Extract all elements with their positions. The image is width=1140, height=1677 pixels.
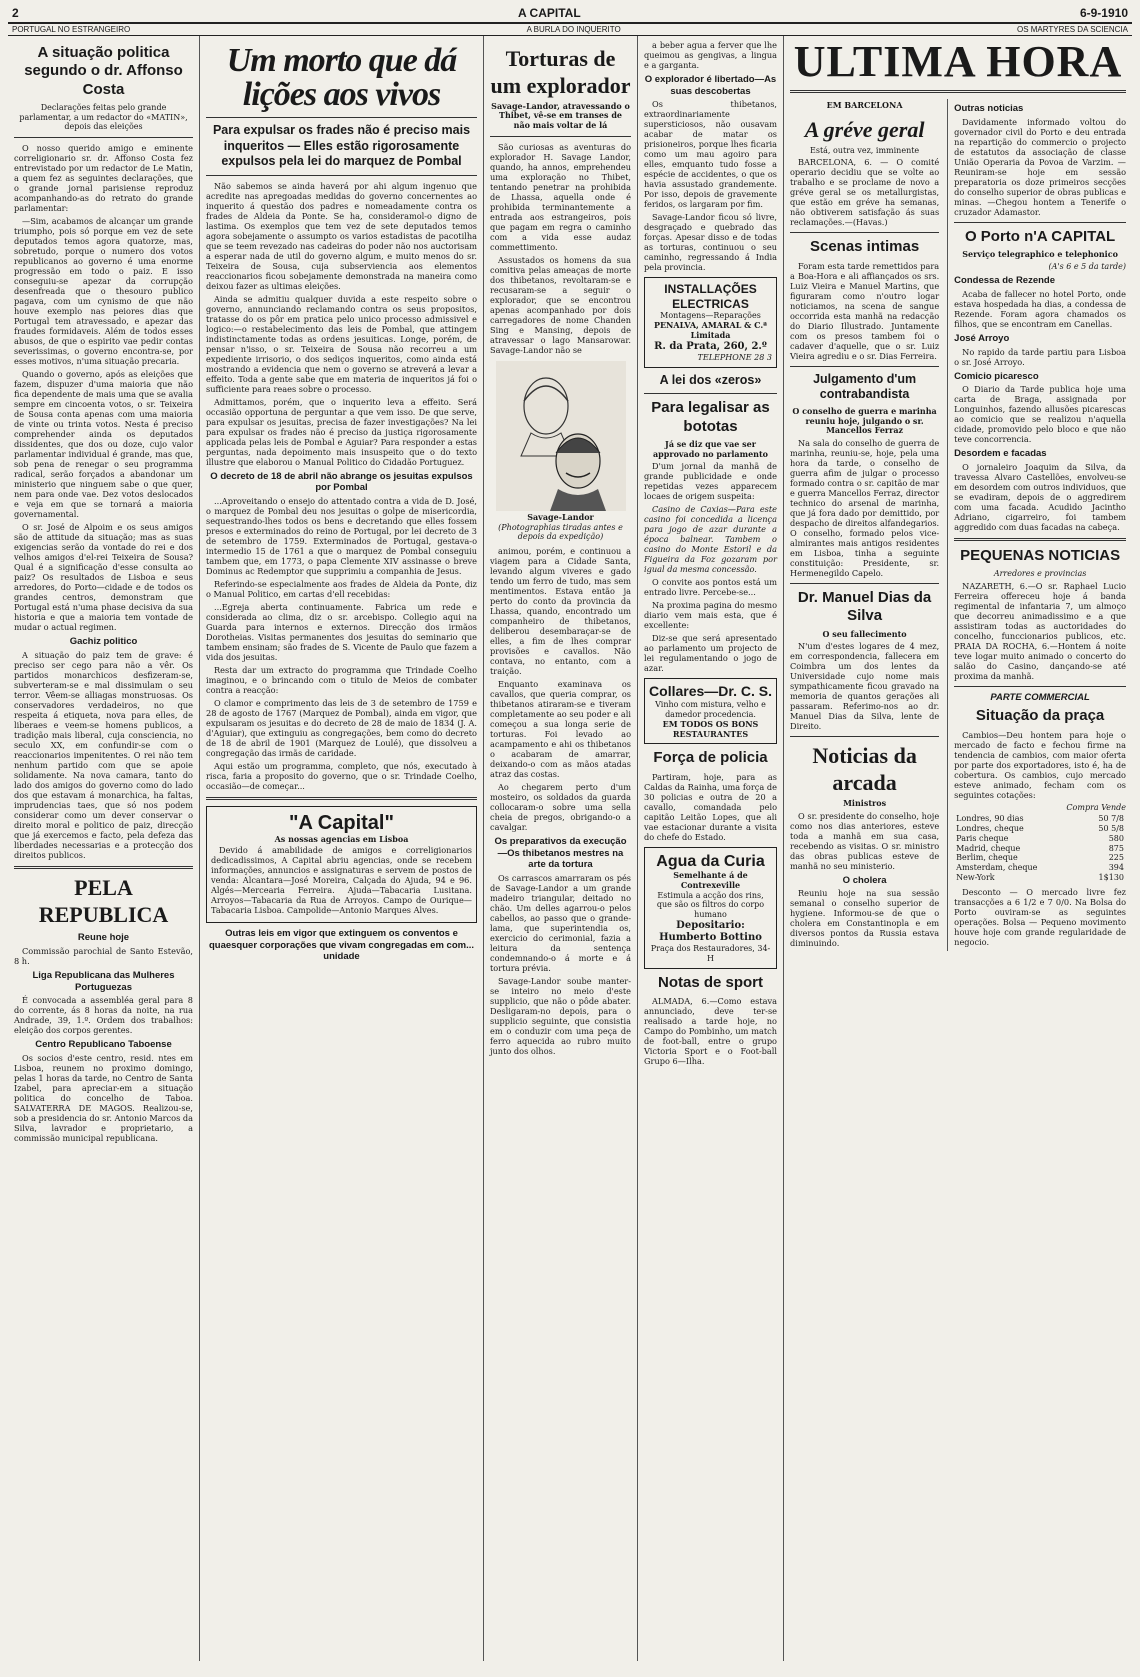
item-title: Comicio picaresco [954, 370, 1039, 382]
section-subtitle: Já se diz que vae ser approvado no parlamento [652, 438, 769, 459]
paragraph: Os carrascos amarraram os pés de Savage-Landor a um grande madeiro triangular, deitado no chão. Um delles agarrou-o pelos cabellos, ao passo que o grande-lama, que superintendia os, exercicio do cerimonial, fazia a leitura da sentença condemnando-o á morte e á tortura prévia. [490, 872, 631, 973]
paragraph: Savage-Landor soube manter-se inteiro no meio d'este supplicio, que não o pôde abater. Desligaram-no depois, para o supplicio seguinte, que consistia em o conduzir com uma peça de ferro aquecida ao rubro muito junto dos olhos. [490, 975, 631, 1056]
article-subtitle: Declarações feitas pelo grande parlamentar, a um redactor do «MATIN», depois das eleições [19, 102, 188, 132]
ad-agua-curia [644, 847, 777, 969]
dateline: EM BARCELONA [826, 100, 903, 110]
paragraph: —Sim, acabamos de alcançar um grande triumpho, pois só porque em vez de sete deputados temos agora quatorze, mas, sobretudo, porque o numero dos votos republicanos ao governo é uma enorme progressão em todo o paiz. E isso conseguiu-se apezar da corrupção desenfreada que o thesouro publico pagava, com um cynismo de que não houve exemplo nas peiores dias que Portugal tem atravessado, e apezar das fraudes formidaveis. Além de todos esses abusos, de que o espirito vae pedir contas severissimas, o governo encontra-se, por esses motivos, n'uma situação precaria. [14, 216, 193, 367]
section-header-2: A BURLA DO INQUERITO [526, 25, 621, 34]
ad-line: Depositario: Humberto Bottino [659, 919, 762, 944]
section-title: PELA REPUBLICA [38, 874, 169, 927]
item-body: No rapido da tarde partiu para Lisboa o sr. José Arroyo. [954, 346, 1126, 367]
column-5a [790, 99, 939, 951]
paragraph: Na sala do conselho de guerra de marinha, reuniu-se, hoje, pela uma hora da tarde, o conselho de guerra afim de julgar o processo formado contra o sr. capitão de mar e guerra Mancellos Ferraz, director technico do arsenal de marinha, que já fora dado por demittido, por despacho de direitos alfandegarios. O conselho, formado pelos vice-almirantes mais antigos residentes em Lisboa, tinha a seguinte constituição: Presidente, sr. Hermenegildo Capelo. [790, 438, 940, 579]
paragraph: O sr. José de Alpoim e os seus amigos são de attitude da situação; mas as suas exigencias serão da vontade do rei e dos velhos amigos d'el-rei Teixeira de Sousa? Qual é a significação d'esse consulta ao paiz? Os resultados de Lisboa e seus arredores, do Porto—cidade e de todos os grandes centros, demonstram que Portugal está n'uma phase decisiva da sua historia e que a maioria tem vontade de mudar o actual regimen. [14, 522, 193, 633]
paragraph: ...Aproveitando o ensejo do attentado contra a vida de D. José, o marquez de Pombal deu nos jesuitas o golpe de misericordia, sequestrando-lhes todos os bens e decretando que elles fossem presos e exterminados do reino de Portugal, por lei decreto de 3 de setembro de 1759. Exterminados de Portugal, gestava-o intermedio 15 de 1761 a que o marquez de Pombal conseguiu tambem que, em 1773, o papa Clemente XIV assinasse o breve Dominus ac Redemptor que supprimiu a companhia de Jesus. [206, 496, 477, 577]
paragraph: Enquanto examinava os cavallos, que queria comprar, os thibetanos atiraram-se e tiveram completamente ao seu poder e ali começou a sua longa serie de torturas. Foi levado ao acampamento e ahi os thibetanos o acabaram de amarrar, deixando-o com as mãos atadas atraz das costas. [490, 679, 631, 780]
ad-phone: TELEPHONE 28 3 [697, 352, 772, 362]
article-subtitle: Para expulsar os frades não é preciso mais inqueritos — Elles estão rigorosamente expulsos pela lei do marquez de Pombal [212, 123, 471, 169]
paragraph: Quando o governo, após as eleições que fazem, dispuzer d'uma maioria que não fica dependente de mais uma que se avalia sempre em cincoenta votos, o sr. Teixeira de Sousa conta apenas com uma maioria de vinte ou trinta votos. Nesta é preciso comprehender ainda os deputados dissidentes, que dos ou doze, cujo valor parlamentar individual é grande, mas que, sob pena de renegar o seu programma radical, serão forçados a abandonar um ministerio que ninguem sabe o que quer, nem para onde vae. Dez votos deslocados e veja em que se tornará a maioria governamental. [14, 369, 193, 520]
column-4 [638, 36, 784, 1661]
ad-line: Montagens—Reparações [660, 311, 761, 321]
box-subtitle: As nossas agencias em Lisboa [274, 834, 409, 845]
exchange-table [954, 814, 1126, 882]
page-number: 2 [12, 6, 19, 20]
ad-line: Semelhante á de Contrexeville [673, 870, 748, 890]
paragraph: O convite aos pontos está um entrado livre. Percebe-se... [644, 577, 777, 598]
list-item: Liga Republicana das Mulheres Portuguezas [32, 969, 175, 993]
column-6 [947, 99, 1126, 951]
paragraph: Referindo-se especialmente aos frades de Aldeia da Ponte, diz o Manual Politico, em cartas d'ell recebidas: [206, 579, 477, 600]
table-row: Berlim, cheque 225 [956, 853, 1124, 863]
article-title: Torturas de um explorador [490, 46, 631, 98]
subheading: Os preparativos da execução—Os thibetanos mestres na arte da tortura [494, 836, 627, 871]
box-title: "A Capital" [289, 812, 394, 835]
columns [8, 36, 1132, 1661]
column-1 [8, 36, 200, 1661]
paragraph: Os thibetanos, extraordinariamente supersticiosos, não ousavam acabar de matar os prisioneiros, porque lhes ficaria como um mau agoiro para elles, emquanto tudo fosse a espécie de accidentes, o que os havia assustado grandemente. Por isso, depois de gravemente feridos, os largaram por fim. [644, 99, 777, 210]
box-body: Devido á amabilidade de amigos e correligionarios dedicadissimos, A Capital abriu agencias, onde se recebem informações, annuncios e assignaturas e servem de postos de venda: Alcantara—José Moreira, Calçada do Ajuda, 94 e 96. Algés—Mercearia Ferreira. Ajuda—Tabacaria Lusitana. Arroyos—Tabacaria da Rua de Arroyos. Campo de Ourique—Tabacaria Lisboa. Campolide—Antonio Marques Alves. [211, 845, 472, 916]
subheading: O explorador é libertado—As suas descobertas [644, 74, 777, 97]
ad-collares [644, 678, 777, 744]
table-row: Londres, 90 dias 50 7/8 [956, 814, 1124, 824]
section-subtitle: Serviço telegraphico e telephonico [962, 248, 1118, 259]
portrait-note: (Photographias tiradas antes e depois da expedição) [498, 522, 623, 542]
article-subtitle: Está, outra vez, imminente [810, 145, 920, 155]
section-header-1: PORTUGAL NO ESTRANGEIRO [12, 25, 131, 34]
paper-name: A CAPITAL [517, 6, 581, 20]
paragraph: Ainda se admitiu qualquer duvida a este respeito sobre o governo, annunciando reclamando contra os seus propositos, tratasse do os pôr em pratica pelo unico processo admissivel e logico:—o restabelecimento das leis de Pombal, que attingem indistinctamente todas as ordens jesuiticas. Longe, porém, de pensar n'isso, o sr. Teixeira de Sousa não recorreu a um expediente irrisorio, o dos sediços inqueritos, como ainda está mostrando a evidencia que nem o governo se atreverá a levar a effeito. Toda a gente sabe que em materia de inqueritos já foi o sufficiente para reaes sobre o processo. [206, 293, 477, 394]
section-subtitle: Arredores e provincias [993, 568, 1087, 578]
subheading: Outras leis em vigor que extinguem os conventos e quaesquer corporações que vivam congregadas em com... unidade [208, 928, 475, 963]
ad-title: Collares—Dr. C. S. [649, 683, 772, 700]
ultima-hora-title: ULTIMA HORA [793, 37, 1123, 86]
table-row: Londres, cheque 50 5/8 [956, 824, 1124, 834]
paragraph: Casino de Caxias—Para este casino foi concedida a licença para jogo de azar durante a época balnear. Tambem o casino do Monte Estoril e da Figueira da Foz gozaram por igual da mesma concessão. [644, 504, 777, 575]
section-title: A lei dos «zeros» [659, 372, 762, 387]
paragraph: ...Egreja aberta continuamente. Fabrica um rede e considerada ao clima, diz o sr. arcebispo. Collegio aqui na Guarda para internos e externos. Direcção dos irmãos Dorotheias. Visitas permanentes dos jesuitas do seminario que tambem ensinam; são frades de S. Vicente de Paulo que fazem a vida dos jesuitas. [206, 602, 477, 663]
section-title: PARTE COMMERCIAL [990, 691, 1090, 703]
item-body: Acaba de fallecer no hotel Porto, onde estava hospedada ha dias, a condessa de Rezende. Foram agora chamados os filhos, que se encontram em Canellas. [954, 288, 1126, 329]
paragraph: NAZARETH, 6.—O sr. Raphael Lucio Ferreira offereceu hoje á banda regimental de infantaria 7, um almoço que decorreu animadissimo e a que assistiram todas as auctoridades do concelho, funccionarios publicos, etc. PRAIA DA ROCHA, 6.—Hontem á noite teve logar muito animado o concerto do salão do Casino, dançando-se até proxima da manhã. [954, 580, 1126, 681]
paragraph: Ao chegarem perto d'um mosteiro, os soldados da guarda collocaram-o sobre uma sella cheia de pregos, obrigando-o a cavalgar. [490, 782, 631, 833]
section-header-3: OS MARTYRES DA SCIENCIA [1016, 25, 1128, 34]
paragraph: A situação do paiz tem de grave: é preciso ser cego para não a vêr. Os partidos monarchicos desfizeram-se, subverteram-se e mal dissimulam o seu terror. Vêem-se alliagas monstruosas. Os conservadores verdadeiros, no que respeita á etiqueta, nova para elles, de liberaes e veem-se homens publicos, a tradição mais liberal, cuja consciencia, no seculo XX, em confundir-se com o reaccionarios impenitentes. O rei não tem nenhum partido com que se apoie solidamente. Na nova camara, tanto do lado dos amigos do governo como do lado dos que estavam á monarchica, ha faltas, imprudencias taes, que só nos podem considerar como um dever conservar o direito moral e politico de paiz, direcção que já exercemos e facto, pela defeza das liberdades necessarias e a protecção dos direitos publicos. [14, 649, 193, 860]
paragraph: Reuniu hoje na sua sessão semanal o conselho superior de hygiene. Informou-se de que o cholera em Constantinopla e em diversos pontos da Russia estava diminuindo. [790, 888, 940, 949]
ad-line: Estimula a acção dos rins, que são os filtros do corpo humano [656, 890, 765, 920]
ad-title: INSTALLAÇÕES ELECTRICAS [664, 282, 757, 311]
portrait-illustration [496, 361, 626, 511]
paragraph: Resta dar um extracto do programma que Trindade Coelho imaginou, e o brincando com o titulo de Meios de combater contra a reacção: [206, 665, 477, 696]
item-title: Condessa de Rezende [954, 275, 1056, 287]
article-title: Dr. Manuel Dias da Silva [797, 589, 932, 625]
paragraph: a beber agua a ferver que lhe queimou as gengivas, a lingua e a garganta. [644, 40, 777, 70]
agencies-box [206, 806, 477, 923]
section-title: Outras noticias [954, 103, 1024, 114]
paragraph: Davidamente informado voltou do governador civil do Porto e deu entrada na repartição do commercio o projecto de estatutos da associação de classe União Operaria da Povoa de Varzim. —Reuniram-se hoje em sessão preparatoria os doze primeiros secções do conselho superior de obras publicas e minas. —Chegou hontem a Tenerife o cruzador Adamastor. [954, 116, 1126, 217]
item-body: O jornaleiro Joaquim da Silva, da travessa Alvaro Castellões, envolveu-se em desordem com outros individuos, que se evadiram, depois de o aggredirem com uma facada. Acudido Jacintho Adriano, cigarreiro, foi tambem aggredido com duas facadas na cabeça. [954, 461, 1126, 532]
ad-line: R. da Prata, 260, 2.º [654, 340, 767, 352]
paragraph: Savage-Landor ficou só livre, desgraçado e quebrado das forças. Apesar disso e de todas as torturas, continuou o seu caminho, regressando á India pela provincia. [644, 212, 777, 273]
ad-title: Agua da Curia [656, 852, 765, 870]
paragraph: Partiram, hoje, para as Caldas da Rainha, uma força de 30 policias e outra de 20 a cavallo, comandada pelo capitão Leitão Lopes, que ali vae estacionar durante a visita do chefe do Estado. [644, 771, 777, 842]
article-subtitle: Savage-Landor, atravessando o Thibet, vê-se em transes de não mais voltar de lá [491, 100, 630, 131]
article-title: Um morto que dá lições aos vivos [226, 42, 457, 113]
paragraph: BARCELONA, 6. — O comité operario decidiu que se volte ao trabalho e se proclame de novo a gréve geral se os metallurgistas, que estão em gréve ha semanas, não obtiverem satisfação ás suas reclamações.—(Havas.) [790, 157, 940, 228]
section-subtitle: Situação da praça [975, 707, 1105, 725]
paragraph: São curiosas as aventuras do explorador H. Savage Landor, quando, ha annos, emprehendeu uma exploração no Thibet, tentando penetrar na prohibida de Lhassa, aquella onde é prohibida terminantemente a entrada aos estrangeiros, pois que pagam em regra o caminho com a vida esse audaz commettimento. [490, 141, 631, 252]
section-title: Notas de sport [657, 973, 763, 991]
paragraph: Diz-se que será apresentado ao parlamento um projecto de lei regulamentando o jogo de azar. [644, 633, 777, 674]
article-subtitle: O seu fallecimento [822, 628, 907, 639]
section-subtitle: Reune hoje [77, 932, 130, 944]
paragraph: Não sabemos se ainda haverá por ahi algum ingenuo que acredite nas apregoadas medidas do governo concernentes ao inquerito á questão dos padres e nomeadamente contra os frades de Aldeia da Ponte. Se ha, consideramol-o digno de lastima. Os exemplos que tem vez de sete deputados temos agora sobejamente o assumpto os varios estadistas de pacotilha que se teem revezado nas cadeiras do poder não nos auctorisam a esperar nada de util do governo algum, e muito menos do sr. Teixeira de Sousa, cuja subserviencia aos elementos reaccionarios ficou sobejamente demonstrada na maneira como deixou fazer as ultimas eleições. [206, 180, 477, 291]
paragraph: D'um jornal da manhã de grande publicidade e onde repetidas vezes apparecem locaes de origem suspeita: [644, 461, 777, 502]
article-title: A gréve geral [804, 116, 925, 142]
portrait-caption: Savage-Landor [527, 511, 594, 522]
section-title: PEQUENAS NOTICIAS [960, 546, 1121, 564]
article-title: Scenas intimas [809, 238, 920, 256]
section-title: O Porto n'A CAPITAL [964, 227, 1116, 245]
column-3 [484, 36, 638, 1661]
item-body: O Diario da Tarde publica hoje uma carta de Braga, assignada por Longuinhos, fazendo allusões picarescas ao comicio que se realizou n'aquella cidade, promovido pelo bloco e que não teve concorrencia. [954, 384, 1126, 445]
subheading: Gachiz politico [69, 636, 138, 648]
column-5 [784, 36, 1132, 1661]
article-title: Julgamento d'um contrabandista [813, 371, 917, 402]
list-item: Commissão parochial de Santo Estevão, 8 h. [14, 945, 193, 966]
paragraph: Na proxima pagina do mesmo diario vem mais esta, que é excellente: [644, 600, 777, 631]
ad-line: Praça dos Restauradores, 34-H [650, 944, 771, 964]
paragraph: ALMADA, 6.—Como estava annunciado, deve ter-se realisado a tarde hoje, no Campo do Pombinho, um match de foot-ball, entre o grupo Victoria Sport e o Foot-ball Grupo 6—Ilha. [644, 996, 777, 1067]
subheading: O cholera [842, 874, 887, 886]
table-row: Madrid, cheque 875 [956, 843, 1124, 853]
paragraph: Assustados os homens da sua comitiva pelas ameaças de morte dos thibetanos, revoltaram-se e recusaram-se a seguir o explorador, que se encontrou apenas acompanhado por dois carregadores de nome Chanden Sing e Mansing, depois de atravessar o lago Mansarowar. Savage-Landor não se [490, 254, 631, 355]
paragraph: Cambios—Deu hontem para hoje o mercado de facto e fechou firme na tendencia de cambios, com maior oferta por parte dos exportadores, isto é, ha de cobertura. Os cambios, cujo mercado esteve animado, fecham com os seguintes cotações: [954, 729, 1126, 800]
section-title: Força de policia [653, 749, 768, 767]
article-subtitle: Ministros [843, 798, 887, 809]
section-header-row [8, 24, 1132, 36]
item-title: Desordem e facadas [954, 448, 1047, 460]
paragraph: O nosso querido amigo e eminente correligionario sr. dr. Affonso Costa fez entrevistado por um redactor de Le Matin, a quem fez as seguintes declarações, que o grande jornal parisiense reproduz acompanhando-as do retrato do grande parlamentar: [14, 143, 193, 214]
subheading: O decreto de 18 de abril não abrange os jesuitas expulsos por Pombal [210, 470, 473, 494]
list-item: É convocada a assembléa geral para 8 do corrente, ás 8 horas da noite, na rua Andrade, 39, 1.º. Ordem dos trabalhos: eleição dos corpos gerentes. [14, 995, 193, 1036]
table-row: Amsterdam, cheque 394 [956, 863, 1124, 873]
masthead [8, 6, 1132, 24]
paragraph: Foram esta tarde remettidos para a Boa-Hora e ali affiançados os srs. Luiz Vieira e Manuel Martins, que figuraram como n'outro logar noticiamos, na scena de sangue occorrida esta manhã na redacção do Diario Illustrado. Juntamente com os presos tambem foi o cadaver d'aquelle, que o sr. Luiz Vieira agrediu e o sr. Dias Ferreira. [790, 260, 940, 361]
ad-line: EM TODOS OS BONS RESTAURANTES [662, 718, 759, 739]
section-title: Para legalisar as bototas [651, 399, 770, 435]
paragraph: N'um d'estes logares de 4 mez, em correspondencia, fallecera em Coimbra um dos lentes da Universidade cujo nome mais sympathicamente ficou gravado na memoria de quantos gerações ali passaram. Referimo-nos ao dr. Manuel Dias da Silva, lente de Direito. [790, 641, 940, 732]
section-time: (A's 6 e 5 da tarde) [1048, 261, 1126, 271]
ad-line: Vinho com mistura, velho e damedor procedencia. [655, 700, 766, 720]
list-item: Centro Republicano Taboense [35, 1039, 172, 1051]
paragraph: Os socios d'este centro, resid. ntes em Lisboa, reunem no proximo domingo, pelas 1 horas da tarde, no Centro de Santa Izabel, para apreciar-em a situação politica do concelho de Taboa. SALVATERRA DE MAGOS. Realizou-se, sob a presidencia do sr. Antonio Marcos da Silva, lavrador e proprietario, a commissão municipal republicana. [14, 1052, 193, 1143]
paragraph: O clamor e comprimento das leis de 3 de setembro de 1759 e 28 de agosto de 1767 (Marquez de Pombal), ainda em vigor, que expulsaram os jesuitas e do decreto de 28 de maio de 1834 (J. A. d'Aguiar), que extinguiu as congregações, bem como do decreto de 18 de abril de 1901 (Marquez de Loulé), que dissolveu a congregação das irmãs de caridade. [206, 698, 477, 759]
table-row: New-York 1$130 [956, 872, 1124, 882]
ad-installacoes [644, 277, 777, 367]
paragraph: O sr. presidente do conselho, hoje como nos dias anteriores, esteve toda a manhã em sua casa, recebendo as visitas. O sr. ministro das obras publicas esteve de manhã no seu ministerio. [790, 810, 940, 871]
paragraph: Aqui estão um programma, completo, que nós, executado à risca, faria a proposito do governo, que o sr. Trindade Coelho, occasião—de começar... [206, 761, 477, 792]
article-title: Noticias da arcada [812, 743, 917, 796]
paragraph: animou, porém, e continuou a viagem para a Cidade Santa, levando algum viveres e gado tendo um ferro de tudo, mas sem mentimentos. Estava então ja perto do conto da provincia da Lhassa, quando, encontrado um companheiro de thibetanos, deliberou desembaraçar-se de elles, a fim de lhes comprar provisões e cavallos. Não contava, no entanto, com a traição. [490, 546, 631, 677]
paragraph: Desconto — O mercado livre fez transacções a 6 1/2 e 7 0/0. Na Bolsa do Porto ouviram-se as seguintes operações. Bolsa — Pequeno movimento houve hoje com grande regularidade de negocio. [954, 886, 1126, 947]
paragraph: Admittamos, porém, que o inquerito leva a effeito. Será occasião opportuna de perguntar a que vem isso. De que serve, para expulsar os jesuitas, precisa de fazer investigações? Na lei para expulsar os frades não é preciso da justiça rigorosamente applicada pelas leis de Pombal e Aguiar? Para responder a estas perguntas, nada depoimento mais insuspeito que o do texto illustre que elaborou o Manual Politico do Cidadão Portuguez. [206, 396, 477, 467]
table-row: Paris cheque 580 [956, 833, 1124, 843]
item-title: José Arroyo [954, 332, 1010, 344]
cambio-header: Compra Vende [1066, 802, 1126, 812]
column-2 [200, 36, 484, 1661]
issue-date: 6-9-1910 [1079, 6, 1128, 20]
ad-line: PENALVA, AMARAL & C.ª Limitada [653, 320, 768, 340]
article-title: A situação politica segundo o dr. Affonso Costa [24, 44, 183, 98]
article-subtitle: O conselho de guerra e marinha reuniu hoje, julgando o sr. Mancellos Ferraz [792, 405, 937, 436]
